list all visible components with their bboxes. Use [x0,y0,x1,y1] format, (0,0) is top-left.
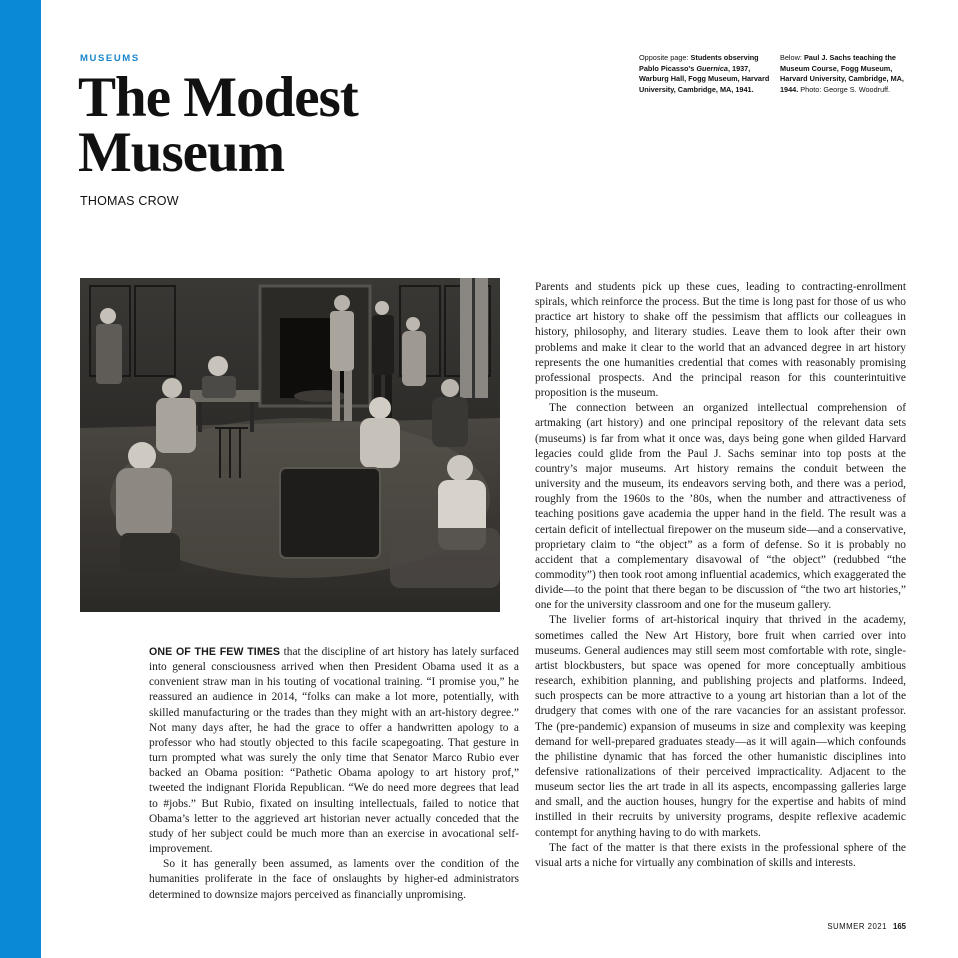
section-label: MUSEUMS [80,53,140,64]
article-title [78,66,498,184]
caption-bold: Students observing Pablo Picasso's [639,53,759,73]
paragraph: So it has generally been assumed, as laments over the condition of the humanities proliferate in the face of onslaughts by higher-ed administrators determined to downsize majors perceived as financially unpromising. [149,858,519,901]
classroom-photo [80,278,500,612]
title-line-1: The Modest [78,66,358,129]
paragraph: The connection between an organized intellectual comprehension of artmaking (art history) and one principal repository of the relevant data sets (museums) is far from what it once was, days being gone when gilded Harvard legacies could glide from the Paul J. Sachs seminar into top posts at the country’s major museums. Art history remains the conduit between the university and the museum, its endeavors serving both, and there was a period, roughly from the 1960s to the ’80s, when the number and attractiveness of teaching positions gave academia the upper hand in the field. The result was a certain deficit of intellectual firepower on the museum side—and a conservative, proprietary claim to “the object” as a form of defense. So it is probably no accident that a complementary disavowal of “the object” (redubbed “the commodity”) then took root among influential academics, which exaggerated the divide—to the point that there began to be discussion of “the two art histories,” one for the university classroom and one for the museum gallery. [535,402,906,612]
caption-bold: Paul J. Sachs teaching the Museum Course, Fogg Museum, Harvard University, Cambridge, MA, 1944. [780,53,904,94]
paragraph: The livelier forms of art-historical inquiry that thrived in the academy, sometimes called the New Art History, bore fruit when carried over into museums. General audiences may still seem most comfortable with rote, single-artist blockbusters, but space was opened for more conceptually ambitious research, exhibition planning, and publishing projects and platforms. Indeed, such prospects can be more attractive to a young art historian than a lot of the drudgery that comes with one of the rare vacancies for an assistant professor. The (pre-pandemic) expansion of museums in size and complexity was keeping demand for well-prepared graduates steady—as it will again—which confounds the philistine dynamic that has forced the other humanistic disciplines into defensive rationalizations of their perceived impracticality. Adjacent to the museum sector lies the art trade in all its aspects, encompassing galleries large and small, and the auction houses, hungry for the expertise and habits of mind instilled in their recruits by university programs, despite reflexive academic contempt for anything having to do with markets. [535,614,906,839]
paragraph [149,645,519,857]
lead-in: ONE OF THE FEW TIMES [149,646,281,658]
paragraph: Parents and students pick up these cues, leading to contracting-enrollment spirals, which reinforce the process. But the time is long past for those of us who practice art history to shake off the pessimism that afflicts our colleagues in history, philosophy, and literary studies. Leave them to look after their own problems and make it clear to the world that an advanced degree in art history represents the one humanities credential that comes with reasonably promising professional prospects. And the principal reason for this counterintuitive proposition is the museum. [535,281,906,400]
folio [827,922,906,931]
caption-prefix: Opposite page: [639,53,691,62]
paragraph: The fact of the matter is that there exists in the professional sphere of the visual arts a niche for virtually any combination of skills and interests. [535,841,906,869]
photo-credit: Photo: George S. Woodruff. [798,84,891,94]
photo-illustration [80,278,500,612]
caption-below [780,53,915,95]
caption-italic: Guernica [696,63,728,73]
author-byline: THOMAS CROW [80,194,179,208]
accent-bar [0,0,41,958]
issue-date: SUMMER 2021 [827,922,887,931]
body-column-right [535,280,906,871]
caption-bold-cont: , 1937, Warburg Hall, Fogg Museum, Harvard University, Cambridge, MA, 1941. [639,63,770,94]
title-line-2: Museum [78,121,285,184]
paragraph-text: that the discipline of art history has lately surfaced into general consciousness arrived when then President Obama used it as a convenient straw man in his touting of vocational training. “I promise you,” he reassured an audience in 2014, “folks can make a lot more, potentially, with skilled manufacturing or the trades than they might with an art-history degree.” Not many days after, he had the grace to offer a handwritten apology to a professor who had stoutly objected to this facile scapegoating. That gesture in turn prompted what was surely the only time that Senator Marco Rubio ever backed an Obama position: “Pathetic Obama apology to art history prof,” tweeted the indignant Florida Republican. “We do need more degrees that lead to #jobs.” But Rubio, fixated on insulting intellectuals, failed to notice that Obama’s letter to the aggrieved art historian never actually conceded that the study of her subject could be much more than an exercise in avocational self-improvement. [149,646,519,856]
caption-prefix: Below: [780,53,804,62]
caption-opposite-page [639,53,774,95]
body-column-left [149,645,519,903]
page-number: 165 [892,922,906,931]
